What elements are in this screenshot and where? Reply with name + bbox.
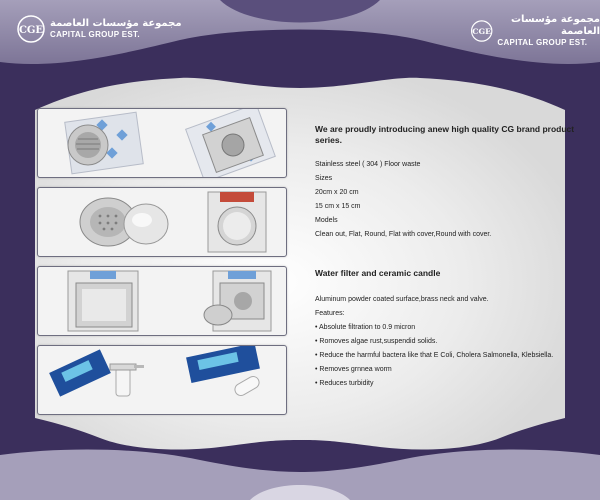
filter-heading: Water filter and ceramic candle [315, 268, 441, 278]
product-image-floor-drain-round [37, 187, 287, 257]
logo-english-name: CAPITAL GROUP EST. [497, 38, 588, 47]
product-image-floor-drain-packaged [37, 108, 287, 178]
content-column [315, 124, 575, 388]
feature-item: • Removes grnnea worm [315, 366, 392, 373]
logo-english-name: CAPITAL GROUP EST. [50, 30, 140, 39]
logo-arabic-name: مجموعة مؤسسات العاصمة [50, 18, 182, 29]
filter-description: Aluminum powder coated surface,brass neck and valve. [315, 296, 489, 303]
logo-left [16, 14, 182, 44]
water-filter-candle-icon [38, 346, 286, 414]
product-image-floor-drain-flat-cover [37, 266, 287, 336]
feature-item: • Absolute filtration to 0.9 micron [315, 324, 416, 331]
features-label: Features: [315, 310, 345, 317]
svg-text:CGE: CGE [18, 25, 44, 36]
size-item: 15 cm x 15 cm [315, 203, 361, 210]
intro-heading: We are proudly introducing anew high quality CG brand product series. [315, 124, 575, 145]
product-image-water-filter [37, 345, 287, 415]
models-label: Models [315, 217, 338, 224]
floor-drain-round-icon [38, 188, 286, 256]
product-name: Stainless steel ( 304 ) Floor waste [315, 161, 421, 168]
floor-drain-flat-cover-icon [38, 267, 286, 335]
feature-item: • Reduce the harmful bactera like that E Coli, Cholera Salmonella, Klebsiella. [315, 352, 554, 359]
floor-drain-packaged-icon [38, 109, 286, 177]
feature-item: • Romoves algae rust,suspendid solids. [315, 338, 438, 345]
sizes-label: Sizes [315, 175, 333, 182]
models-list: Clean out, Flat, Round, Flat with cover,Round with cover. [315, 231, 492, 238]
logo-right [470, 14, 600, 48]
svg-text:CGE: CGE [472, 27, 492, 37]
size-item: 20cm x 20 cm [315, 189, 359, 196]
cge-logo-icon [16, 14, 46, 44]
logo-arabic-name: مجموعة مؤسسات العاصمة [510, 14, 600, 37]
feature-item: • Reduces turbidity [315, 380, 374, 387]
cge-logo-icon [470, 16, 493, 46]
